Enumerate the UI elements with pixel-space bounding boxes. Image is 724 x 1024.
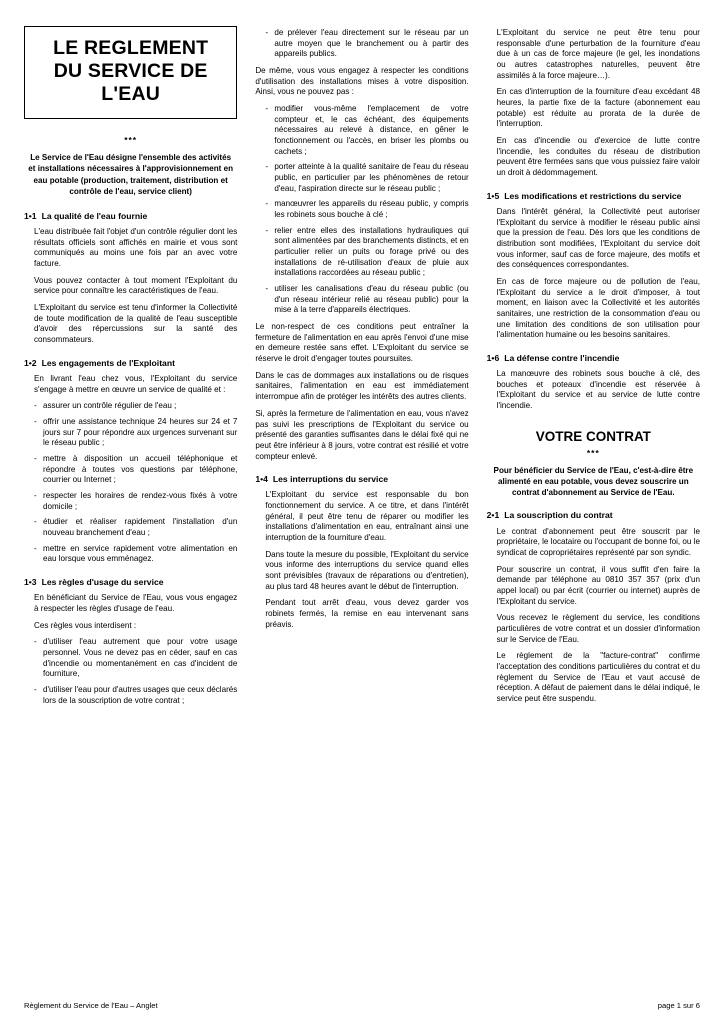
footer-left: Règlement du Service de l'Eau – Anglet <box>24 1001 158 1010</box>
paragraph: Ces règles vous interdisent : <box>34 620 137 630</box>
heading-1-5-label: Les modifications et restrictions du service <box>504 190 682 201</box>
heading-1-5 <box>487 191 700 202</box>
heading-1-1-label: La qualité de l'eau fournie <box>41 210 148 221</box>
heading-1-1 <box>24 211 237 222</box>
heading-2-1-label: La souscription du contrat <box>504 510 613 521</box>
paragraph: L'Exploitant du service ne peut être tenu pour responsable d'une perturbation de la fourniture d'eau due à un cas de force majeure (le gel, les inondations ou autres catastrophes naturelles, peuvent être assimilés à la force majeure…). <box>496 28 700 80</box>
column-left <box>24 26 237 981</box>
title-line-2: DU SERVICE DE <box>53 60 208 82</box>
paragraph: Pendant tout arrêt d'eau, vous devez garder vos robinets fermés, la remise en eau intervenant sans préavis. <box>265 598 469 629</box>
list-item: - d'utiliser l'eau pour d'autres usages que ceux déclarés lors de la souscription de votre contrat ; <box>34 685 237 706</box>
document-intro: Le Service de l'Eau désigne l'ensemble des activités et installations nécessaires à l'approvisionnement en eau potable (production, traitement, distribution et contrôle de l'eau, service client) <box>28 153 234 196</box>
list-item: - utiliser les canalisations d'eau du réseau public (ou d'un réseau intérieur relié au réseau public) pour la mise à la terre d'appareils électriques. <box>265 284 468 316</box>
title-stars: *** <box>124 135 138 145</box>
list-interdictions-continued <box>255 28 468 60</box>
page-columns <box>24 26 700 981</box>
paragraph: En cas de force majeure ou de pollution de l'eau, l'Exploitant du service a le droit d'imposer, à tout moment, en liaison avec la Collectivité et les autorités sanitaires, une restriction de la consommation d'eau ou une limitation des conditions de son utilisation pour l'alimentation humaine ou les besoins sanitaires. <box>496 276 700 340</box>
list-item: - de prélever l'eau directement sur le réseau par un autre moyen que le branchement ou à partir des appareils publics. <box>265 28 468 60</box>
paragraph: En cas d'interruption de la fourniture d'eau excédant 48 heures, la partie fixe de la facture (abonnement eau potable) est réduite au prorata de la durée de l'interruption. <box>496 87 700 129</box>
list-engagements <box>24 401 237 565</box>
heading-1-2-number: 1•2 <box>24 357 37 368</box>
paragraph: L'Exploitant du service est tenu d'informer la Collectivité de toute modification de la qualité de l'eau susceptible d'avoir des répercussions sur la santé des consommateurs. <box>34 303 238 345</box>
list-interdictions <box>24 637 237 706</box>
heading-1-6 <box>487 353 700 364</box>
paragraph: La manœuvre des robinets sous bouche à clé, des bouches et poteaux d'incendie est réservée à l'Exploitant du service et au service de lutte contre l'incendie. <box>496 369 700 411</box>
contract-intro: Pour bénéficier du Service de l'Eau, c'est-à-dire être alimenté en eau potable, vous devez souscrire un contrat d'abonnement au Service de l'Eau. <box>493 465 694 498</box>
list-item: - assurer un contrôle régulier de l'eau ; <box>34 401 237 412</box>
footer-page-number: page 1 sur 6 <box>657 1001 700 1010</box>
list-item: - relier entre elles des installations hydrauliques qui sont alimentées par des branchements distincts, et en particulier relier un puits ou forage privé ou des installations de ré-utilisation d'eaux de pluie aux installations raccordées au réseau public ; <box>265 226 468 279</box>
paragraph: Dans l'intérêt général, la Collectivité peut autoriser l'Exploitant du service à modifier le réseau public ainsi que la pression de l'eau. Dès lors que les conditions de distribution sont modifiées, l'Exploitant du service doit vous informer, sauf cas de force majeure, des motifs et des conséquences correspondantes. <box>496 206 700 270</box>
heading-1-2 <box>24 358 237 369</box>
paragraph: De même, vous vous engagez à respecter les conditions d'utilisation des installations mises à votre disposition. Ainsi, vous ne pouvez pas : <box>255 66 469 97</box>
list-item: - porter atteinte à la qualité sanitaire de l'eau du réseau public, en particulier par les phénomènes de retour d'eau, l'aspiration directe sur le réseau public ; <box>265 162 468 194</box>
heading-1-3 <box>24 577 237 588</box>
heading-1-3-number: 1•3 <box>24 576 37 587</box>
paragraph: Dans toute la mesure du possible, l'Exploitant du service vous informe des interruptions du service quand elles sont prévisibles (travaux de réparations ou d'entretien), au plus tard 48 heures avant le début de l'interruption. <box>265 549 469 591</box>
heading-2-1-number: 2•1 <box>486 510 500 521</box>
paragraph: L'Exploitant du service est responsable du bon fonctionnement du service. A ce titre, et dans l'intérêt général, il peut être tenu de réparer ou modifier les installations d'alimentation en eau, entraînant ainsi une interruption de la fourniture d'eau. <box>265 490 469 543</box>
paragraph: Le non-respect de ces conditions peut entraîner la fermeture de l'alimentation en eau après l'envoi d'une mise en demeure restée sans effet. L'Exploitant du service se réserve le droit d'engager toutes poursuites. <box>255 322 469 364</box>
contract-stars: *** <box>586 447 600 458</box>
heading-contract: VOTRE CONTRAT <box>535 428 651 444</box>
page-title <box>31 37 230 106</box>
page-footer <box>24 1001 700 1010</box>
heading-1-6-number: 1•6 <box>486 352 500 363</box>
heading-1-4-number: 1•4 <box>255 474 268 485</box>
heading-2-1 <box>487 510 700 521</box>
list-item: - respecter les horaires de rendez-vous fixés à votre domicile ; <box>34 491 237 512</box>
title-line-3: L'EAU <box>101 83 161 105</box>
paragraph: L'eau distribuée fait l'objet d'un contrôle régulier dont les résultats officiels sont affichés en mairie et vous sont communiqués au moins une fois par an avec votre facture. <box>34 227 238 269</box>
heading-1-4-label: Les interruptions du service <box>272 474 388 485</box>
heading-1-1-number: 1•1 <box>24 210 37 221</box>
column-right <box>487 26 700 981</box>
list-item: - manœuvrer les appareils du réseau public, y compris les robinets sous bouche à clé ; <box>265 199 468 220</box>
paragraph: En bénéficiant du Service de l'Eau, vous vous engagez à respecter les règles d'usage de l'eau. <box>34 593 238 613</box>
document-title-box <box>24 26 237 119</box>
list-item: - étudier et réaliser rapidement l'installation d'un nouveau branchement d'eau ; <box>34 517 237 538</box>
paragraph: Pour souscrire un contrat, il vous suffit d'en faire la demande par téléphone au 0810 357 357 (prix d'un appel local) ou par écrit (courrier ou internet) auprès de l'Exploitant du service. <box>496 564 700 606</box>
heading-1-5-number: 1•5 <box>486 190 500 201</box>
title-line-1: LE REGLEMENT <box>53 37 209 59</box>
list-item: - mettre en service rapidement votre alimentation en eau lorsque vous emménagez. <box>34 544 237 565</box>
list-item: - modifier vous-même l'emplacement de votre compteur et, le cas échéant, des équipements nécessaires au relevé à distance, en gêner le fonctionnement ou l'accès, en briser les plombs ou cachets ; <box>265 104 468 157</box>
heading-1-2-label: Les engagements de l'Exploitant <box>41 357 175 368</box>
paragraph: En cas d'incendie ou d'exercice de lutte contre l'incendie, les conduites du réseau de distribution peuvent être fermées sans que vous puissiez faire valoir un droit à dédommagement. <box>496 136 700 178</box>
heading-1-3-label: Les règles d'usage du service <box>41 576 164 587</box>
list-item: - offrir une assistance technique 24 heures sur 24 et 7 jours sur 7 pour répondre aux urgences survenant sur le réseau public ; <box>34 417 237 449</box>
heading-1-4 <box>255 474 468 485</box>
list-item: - mettre à disposition un accueil téléphonique et répondre à toutes vos questions par téléphone, courrier ou Internet ; <box>34 454 237 486</box>
list-item: - d'utiliser l'eau autrement que pour votre usage personnel. Vous ne devez pas en céder, sauf en cas d'incendie ou momentanément en cas d'incident de fourniture, <box>34 637 237 680</box>
paragraph: Le règlement de la "facture-contrat" confirme l'acceptation des conditions particulières du contrat et du règlement du Service de l'Eau et vaut accusé de réception. A défaut de paiement dans le délai indiqué, le service peut être suspendu. <box>496 651 700 703</box>
paragraph: Si, après la fermeture de l'alimentation en eau, vous n'avez pas suivi les prescriptions de l'Exploitant du service ou présenté des garanties suffisantes dans le délai fixé qui ne peut être inférieur à 8 jours, votre contrat est résilié et votre compteur enlevé. <box>255 408 469 461</box>
list-conditions-utilisation <box>255 104 468 316</box>
paragraph: En livrant l'eau chez vous, l'Exploitant du service s'engage à mettre en œuvre un service de qualité et : <box>34 373 238 394</box>
heading-1-6-label: La défense contre l'incendie <box>504 352 620 363</box>
paragraph: Le contrat d'abonnement peut être souscrit par le propriétaire, le locataire ou l'occupant de bonne foi, ou le syndicat de copropriétaires représenté par son syndic. <box>496 526 700 557</box>
paragraph: Vous recevez le règlement du service, les conditions particulières de votre contrat et un dossier d'information sur le Service de l'Eau. <box>496 613 700 644</box>
column-middle <box>255 26 468 981</box>
paragraph: Dans le cas de dommages aux installations ou de risques sanitaires, l'alimentation en eau est immédiatement interrompue afin de protéger les intérêts des autres clients. <box>255 370 469 402</box>
paragraph: Vous pouvez contacter à tout moment l'Exploitant du service pour connaître les caractéristiques de l'eau. <box>34 275 238 296</box>
